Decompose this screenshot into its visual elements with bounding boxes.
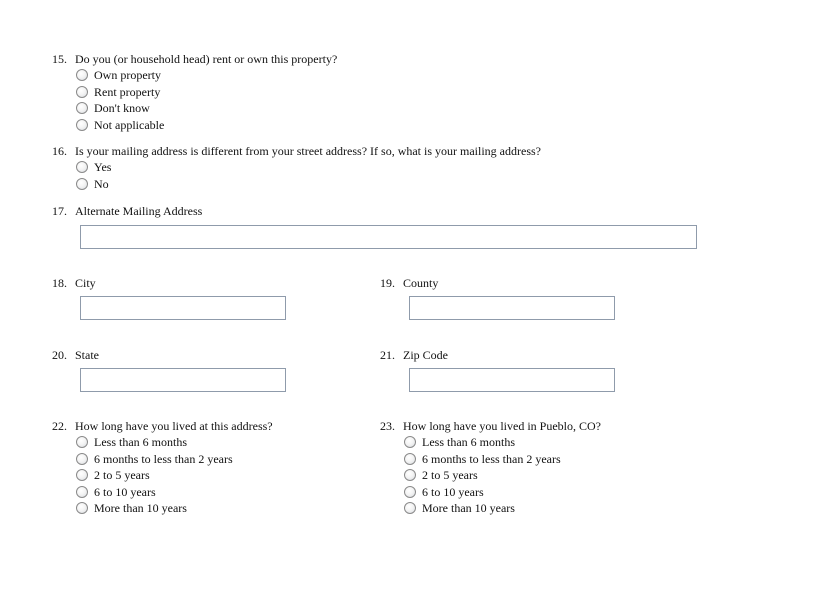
radio-label[interactable]: Yes [94,160,112,175]
question-number: 17. [52,204,67,218]
radio-label[interactable]: 6 to 10 years [94,484,156,499]
question-number: 20. [52,348,67,362]
radio-button[interactable] [404,436,416,448]
radio-label[interactable]: More than 10 years [422,501,515,516]
radio-option-rent-property[interactable] [76,84,164,101]
question-text: How long have you lived at this address? [75,419,273,433]
question-number: 15. [52,52,67,66]
radio-button[interactable] [76,119,88,131]
question-text: Is your mailing address is different from your street address? If so, what is your mailing address? [75,144,541,158]
radio-group-tenure [76,67,164,133]
radio-option-yes[interactable] [76,159,111,176]
radio-option-not-applicable[interactable] [76,117,164,134]
radio-label[interactable]: No [94,176,109,191]
question-text: County [403,276,439,290]
zip-code-input[interactable] [409,368,615,392]
radio-label[interactable]: More than 10 years [94,501,187,516]
radio-label[interactable]: 6 months to less than 2 years [422,451,561,466]
radio-label[interactable]: 2 to 5 years [422,468,478,483]
radio-group-mailing-different [76,159,111,192]
question-number: 23. [380,419,395,433]
radio-button[interactable] [76,86,88,98]
radio-option-more-than-10-years[interactable] [76,500,233,517]
radio-button[interactable] [76,69,88,81]
alternate-mailing-address-input[interactable] [80,225,697,249]
radio-button[interactable] [76,469,88,481]
question-number: 19. [380,276,395,290]
question-22 [52,418,273,517]
radio-option-less-than-6-months[interactable] [404,434,561,451]
city-input[interactable] [80,296,286,320]
radio-option-2-to-5-years[interactable] [404,467,561,484]
radio-option-own-property[interactable] [76,67,164,84]
radio-label[interactable]: Not applicable [94,117,165,132]
radio-option-no[interactable] [76,176,111,193]
radio-option-more-than-10-years[interactable] [404,500,561,517]
radio-button[interactable] [76,161,88,173]
radio-label[interactable]: Less than 6 months [422,435,515,450]
radio-option-less-than-6-months[interactable] [76,434,233,451]
radio-option-6-to-10-years[interactable] [76,484,233,501]
radio-option-6-to-10-years[interactable] [404,484,561,501]
question-text: How long have you lived in Pueblo, CO? [403,419,601,433]
radio-button[interactable] [404,453,416,465]
radio-button[interactable] [404,502,416,514]
question-number: 21. [380,348,395,362]
radio-button[interactable] [76,178,88,190]
radio-label[interactable]: Less than 6 months [94,435,187,450]
radio-option-2-to-5-years[interactable] [76,467,233,484]
question-15 [52,51,338,133]
question-text: City [75,276,96,290]
radio-button[interactable] [76,102,88,114]
state-input[interactable] [80,368,286,392]
radio-option-dont-know[interactable] [76,100,164,117]
radio-label[interactable]: Don't know [94,101,150,116]
question-number: 18. [52,276,67,290]
radio-label[interactable]: 6 to 10 years [422,484,484,499]
radio-button[interactable] [76,453,88,465]
question-text: State [75,348,99,362]
question-number: 22. [52,419,67,433]
radio-button[interactable] [404,469,416,481]
radio-label[interactable]: Own property [94,68,161,83]
radio-option-6-months-to-2-years[interactable] [404,451,561,468]
radio-label[interactable]: 2 to 5 years [94,468,150,483]
radio-button[interactable] [76,486,88,498]
radio-button[interactable] [76,502,88,514]
radio-label[interactable]: Rent property [94,84,161,99]
question-text: Zip Code [403,348,448,362]
question-16 [52,143,541,192]
radio-option-6-months-to-2-years[interactable] [76,451,233,468]
question-23 [380,418,601,517]
radio-group-time-at-address [76,434,233,517]
question-text: Do you (or household head) rent or own this property? [75,52,338,66]
question-text: Alternate Mailing Address [75,204,203,218]
question-number: 16. [52,144,67,158]
county-input[interactable] [409,296,615,320]
radio-button[interactable] [76,436,88,448]
radio-button[interactable] [404,486,416,498]
radio-label[interactable]: 6 months to less than 2 years [94,451,233,466]
radio-group-time-in-pueblo [404,434,561,517]
